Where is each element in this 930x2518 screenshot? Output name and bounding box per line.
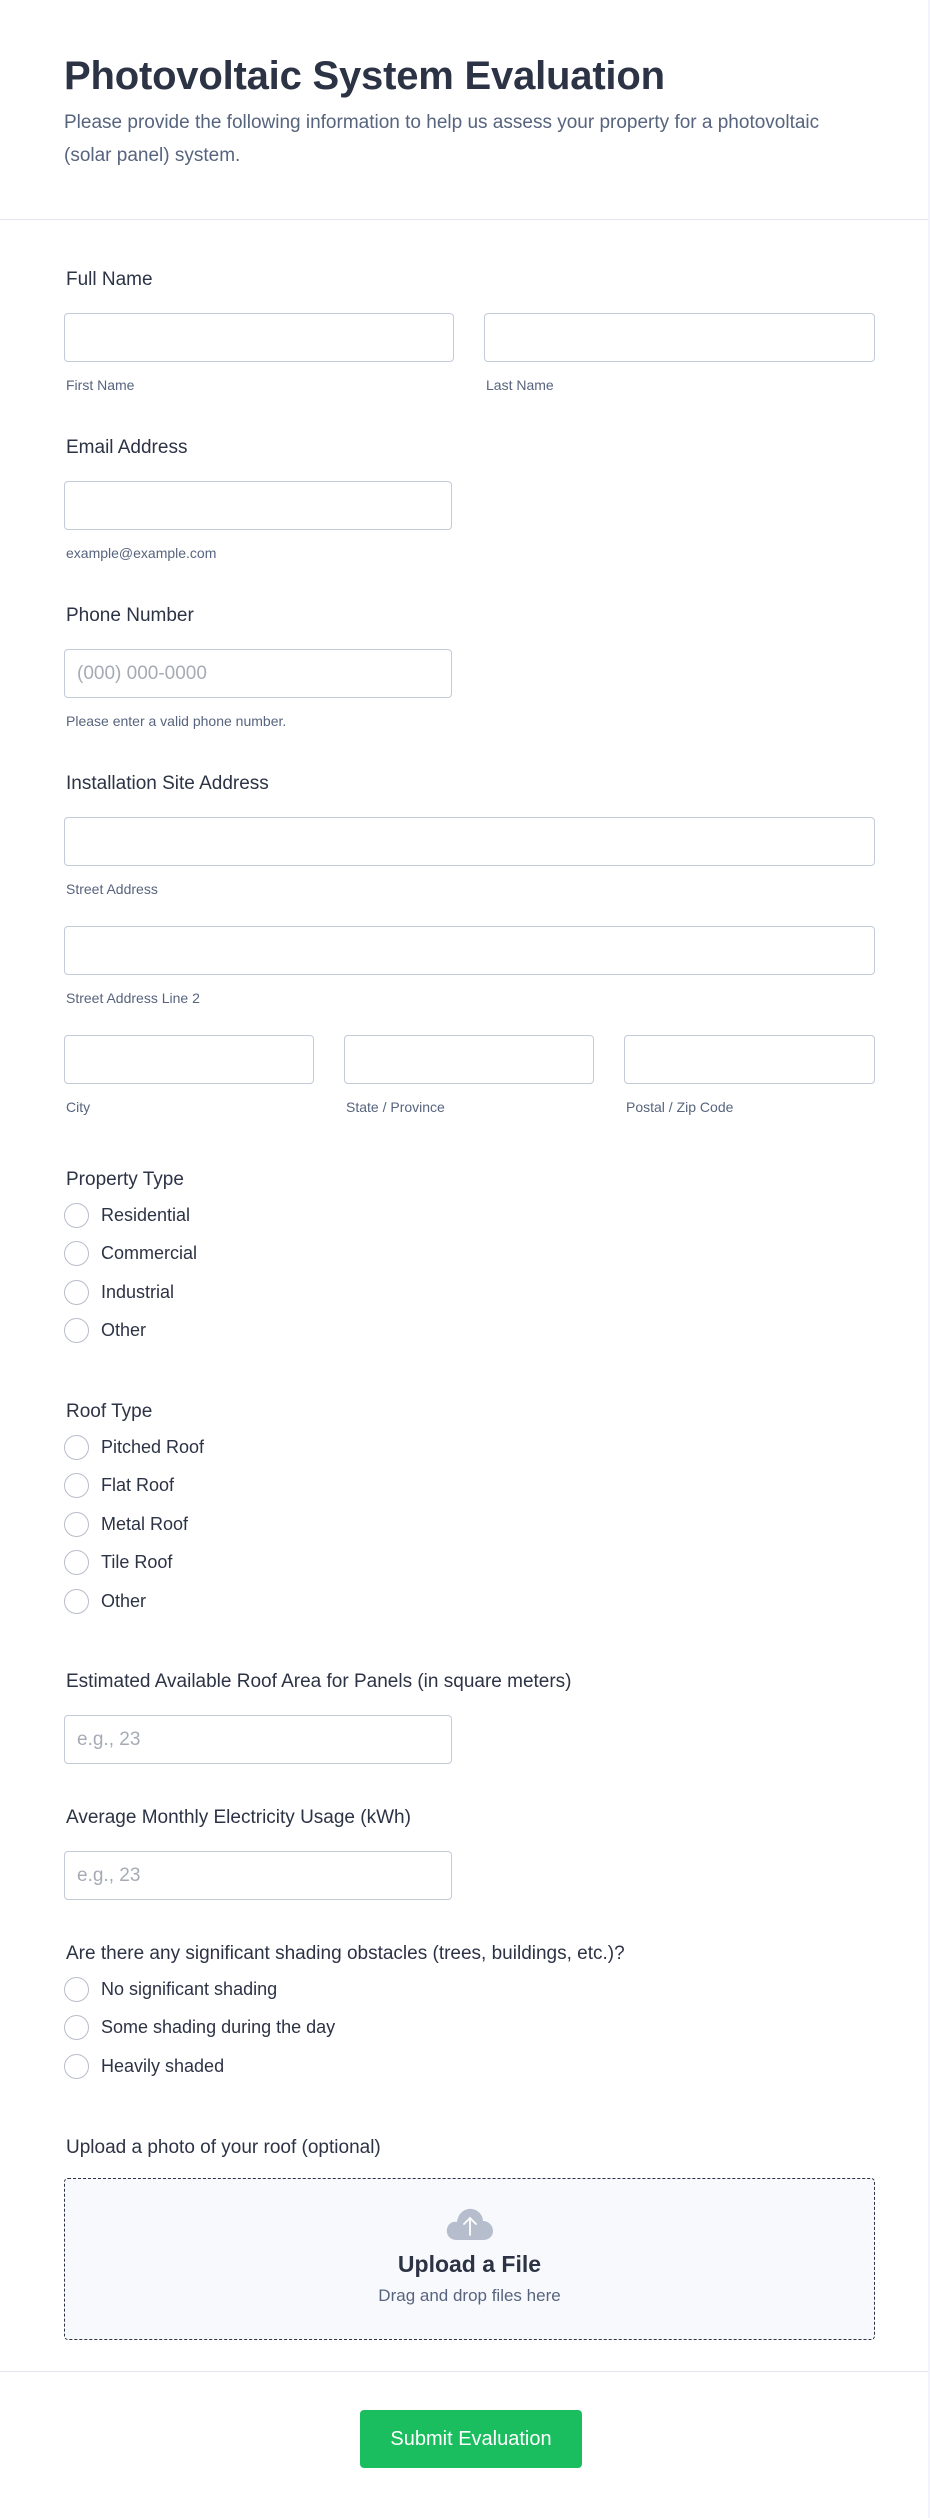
- roof-area-field: [64, 1670, 572, 1764]
- property-type-radio-group: [64, 1196, 875, 1350]
- radio-label: Residential: [101, 1204, 191, 1225]
- form-footer: [0, 2371, 928, 2518]
- street-address-sublabel: Street Address: [66, 881, 158, 897]
- email-input[interactable]: [64, 481, 452, 530]
- address-label: Installation Site Address: [66, 773, 269, 794]
- property-type-field: [64, 1168, 875, 1350]
- radio-circle-icon[interactable]: [64, 1203, 89, 1228]
- upload-hint: Drag and drop files here: [378, 2286, 561, 2305]
- radio-roof-other[interactable]: [64, 1582, 875, 1621]
- state-sublabel: State / Province: [346, 1099, 445, 1115]
- roof-area-label: Estimated Available Roof Area for Panels (in square meters): [66, 1671, 572, 1692]
- radio-circle-icon[interactable]: [64, 1435, 89, 1460]
- radio-circle-icon[interactable]: [64, 1977, 89, 2002]
- radio-metal-roof[interactable]: [64, 1505, 875, 1544]
- radio-heavily-shaded[interactable]: [64, 2047, 875, 2086]
- radio-label: Some shading during the day: [101, 2017, 336, 2038]
- radio-no-shading[interactable]: [64, 1970, 875, 2009]
- city-input[interactable]: [64, 1035, 314, 1084]
- shading-label: Are there any significant shading obstacles (trees, buildings, etc.)?: [66, 1943, 625, 1964]
- electricity-usage-input[interactable]: [64, 1851, 452, 1900]
- radio-label: Other: [101, 1590, 147, 1611]
- email-label: Email Address: [66, 437, 188, 458]
- state-input[interactable]: [344, 1035, 594, 1084]
- file-upload-dropzone[interactable]: [64, 2178, 875, 2340]
- property-type-label: Property Type: [66, 1169, 184, 1190]
- roof-type-field: [64, 1400, 875, 1621]
- radio-some-shading[interactable]: [64, 2009, 875, 2048]
- full-name-label: Full Name: [66, 269, 153, 290]
- radio-commercial[interactable]: [64, 1235, 875, 1274]
- zip-input[interactable]: [624, 1035, 875, 1084]
- radio-label: Flat Roof: [101, 1475, 175, 1496]
- last-name-sublabel: Last Name: [486, 377, 554, 393]
- street-address-line2-sublabel: Street Address Line 2: [66, 990, 200, 1006]
- radio-label: Metal Roof: [101, 1513, 189, 1534]
- page-subtitle: Please provide the following information to help us assess your property for a photovoltaic (solar panel) system.: [64, 112, 820, 166]
- email-field: [64, 436, 454, 562]
- upload-label: Upload a photo of your roof (optional): [66, 2137, 381, 2158]
- phone-label: Phone Number: [66, 605, 194, 626]
- radio-label: Tile Roof: [101, 1552, 173, 1573]
- radio-label: Industrial: [101, 1281, 175, 1302]
- phone-input[interactable]: [64, 649, 452, 698]
- first-name-sublabel: First Name: [66, 377, 135, 393]
- street-address-line2-input[interactable]: [64, 926, 875, 975]
- shading-field: [64, 1942, 875, 2086]
- radio-circle-icon[interactable]: [64, 2015, 89, 2040]
- cloud-upload-icon: [65, 2207, 874, 2241]
- electricity-usage-label: Average Monthly Electricity Usage (kWh): [66, 1807, 411, 1828]
- form-header: [0, 0, 928, 220]
- roof-area-input[interactable]: [64, 1715, 452, 1764]
- city-sublabel: City: [66, 1099, 91, 1115]
- radio-label: Pitched Roof: [101, 1436, 205, 1457]
- radio-circle-icon[interactable]: [64, 1550, 89, 1575]
- roof-type-radio-group: [64, 1428, 875, 1621]
- radio-label: Commercial: [101, 1243, 198, 1264]
- radio-label: Heavily shaded: [101, 2055, 225, 2076]
- radio-label: Other: [101, 1320, 147, 1341]
- radio-circle-icon[interactable]: [64, 1241, 89, 1266]
- submit-evaluation-button[interactable]: Submit Evaluation: [360, 2410, 582, 2468]
- last-name-input[interactable]: [484, 313, 875, 362]
- radio-circle-icon[interactable]: [64, 2054, 89, 2079]
- radio-circle-icon[interactable]: [64, 1589, 89, 1614]
- radio-circle-icon[interactable]: [64, 1280, 89, 1305]
- first-name-input[interactable]: [64, 313, 454, 362]
- address-field: [64, 772, 875, 1116]
- upload-field-label-wrap: [64, 2136, 875, 2160]
- radio-other[interactable]: [64, 1312, 875, 1351]
- radio-circle-icon[interactable]: [64, 1473, 89, 1498]
- radio-tile-roof[interactable]: [64, 1544, 875, 1583]
- radio-industrial[interactable]: [64, 1273, 875, 1312]
- upload-title: Upload a File: [397, 2251, 542, 2277]
- radio-flat-roof[interactable]: [64, 1467, 875, 1506]
- shading-radio-group: [64, 1970, 875, 2086]
- zip-sublabel: Postal / Zip Code: [626, 1099, 734, 1115]
- radio-circle-icon[interactable]: [64, 1512, 89, 1537]
- page-title: Photovoltaic System Evaluation: [64, 54, 665, 98]
- electricity-usage-field: [64, 1806, 454, 1900]
- phone-sublabel: Please enter a valid phone number.: [66, 713, 287, 729]
- full-name-field: [64, 268, 875, 394]
- roof-type-label: Roof Type: [66, 1401, 153, 1422]
- street-address-input[interactable]: [64, 817, 875, 866]
- phone-field: [64, 604, 454, 730]
- radio-label: No significant shading: [101, 1978, 278, 1999]
- radio-pitched-roof[interactable]: [64, 1428, 875, 1467]
- email-sublabel: example@example.com: [66, 545, 217, 561]
- radio-residential[interactable]: [64, 1196, 875, 1235]
- radio-circle-icon[interactable]: [64, 1318, 89, 1343]
